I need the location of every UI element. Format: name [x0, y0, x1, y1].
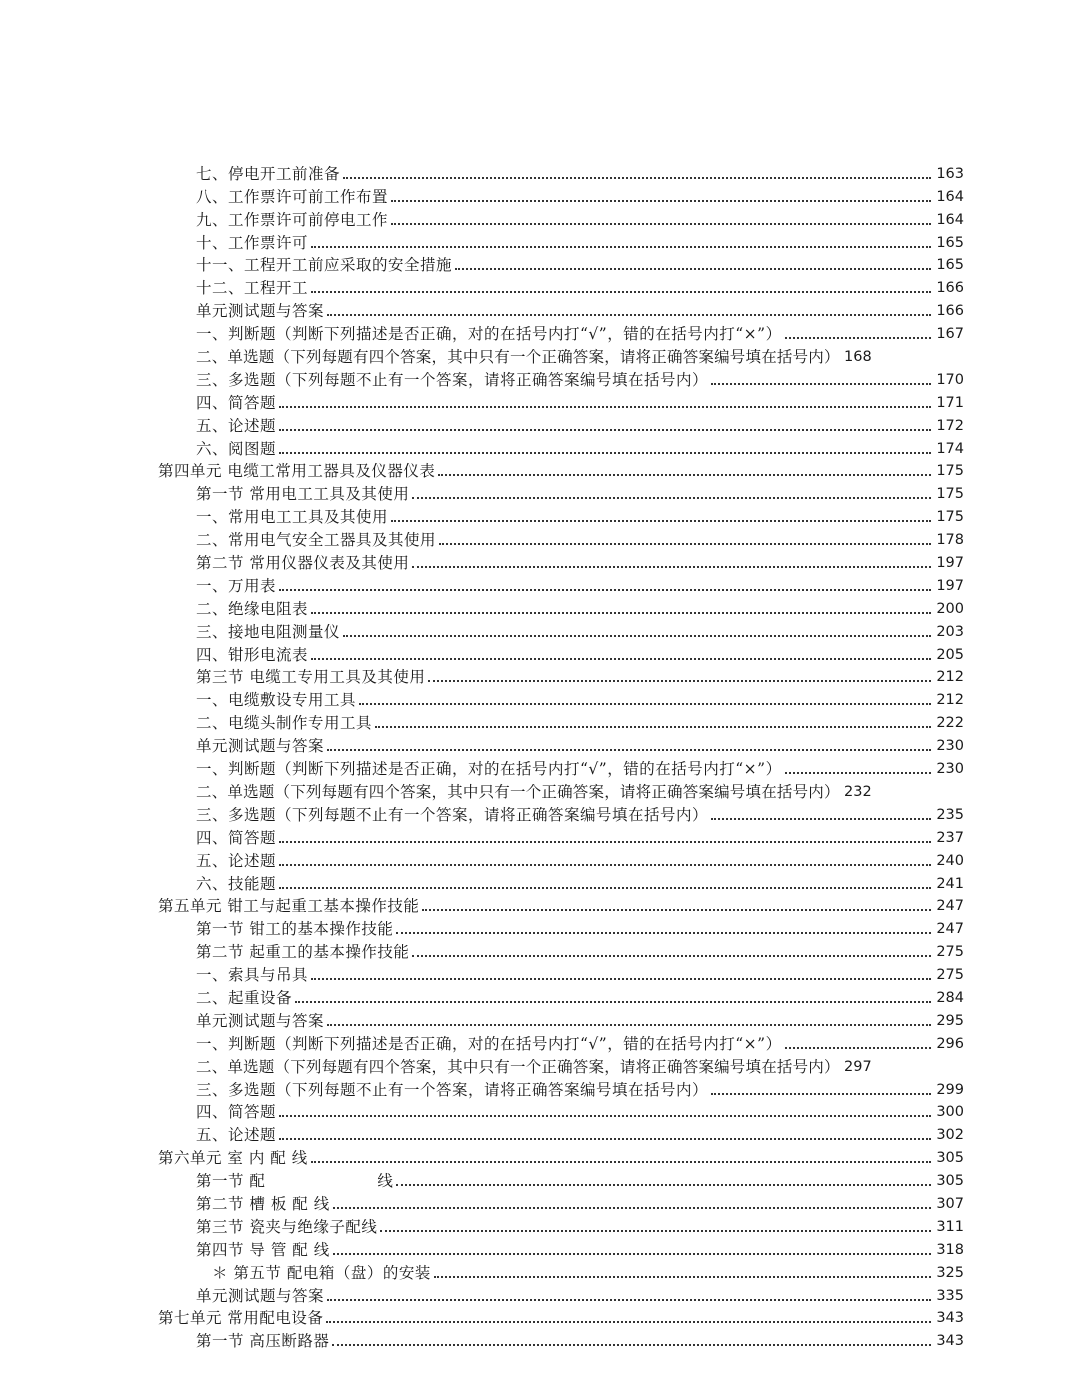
- toc-entry-page-number: 197: [936, 577, 964, 594]
- toc-entry-title: 五、论述题: [196, 416, 277, 435]
- dot-leader: [327, 1024, 931, 1026]
- toc-entry-page-number: 166: [936, 303, 964, 320]
- toc-entry-page-number: 197: [936, 555, 964, 572]
- dot-leader: [327, 1299, 931, 1301]
- toc-entry[interactable]: [0, 1121, 1080, 1144]
- dot-leader: [333, 1207, 931, 1209]
- toc-entry-page-number: 300: [936, 1104, 964, 1121]
- toc-entry[interactable]: [0, 526, 1080, 549]
- toc-entry[interactable]: [0, 1076, 1080, 1099]
- toc-entry-page-number: 296: [936, 1035, 964, 1052]
- dot-leader: [359, 703, 931, 705]
- toc-entry[interactable]: [0, 1282, 1080, 1305]
- toc-entry-title: 第二节 槽 板 配 线: [196, 1194, 330, 1213]
- toc-entry-title: 四、简答题: [196, 1103, 277, 1122]
- toc-entry-page-number: 163: [936, 165, 964, 182]
- toc-entry-title: 三、接地电阻测量仪: [196, 622, 341, 641]
- toc-entry-page-number: 307: [936, 1195, 964, 1212]
- toc-entry-page-number: 237: [936, 829, 964, 846]
- toc-entry[interactable]: [0, 641, 1080, 664]
- toc-entry-page-number: 175: [936, 463, 964, 480]
- toc-entry-title: 单元测试题与答案: [196, 1011, 325, 1030]
- toc-entry-page-number: 235: [936, 806, 964, 823]
- toc-entry-title: 第六单元 室 内 配 线: [158, 1149, 308, 1168]
- dot-leader: [412, 566, 931, 568]
- toc-entry[interactable]: [0, 549, 1080, 572]
- dot-leader: [279, 887, 931, 889]
- toc-entry-title: 第四节 导 管 配 线: [196, 1240, 330, 1259]
- toc-entry[interactable]: [0, 732, 1080, 755]
- toc-entry[interactable]: [0, 435, 1080, 458]
- toc-entry-title: 四、钳形电流表: [196, 645, 309, 664]
- toc-entry[interactable]: [0, 938, 1080, 961]
- toc-entry[interactable]: [0, 1236, 1080, 1259]
- toc-entry-title: 二、单选题（下列每题有四个答案，其中只有一个正确答案，请将正确答案编号填在括号内）: [196, 348, 840, 367]
- toc-entry-title: 第二节 起重工的基本操作技能: [196, 943, 410, 962]
- toc-entry-title: 第一节 常用电工工具及其使用: [196, 485, 410, 504]
- toc-entry-page-number: 232: [844, 783, 872, 800]
- toc-entry[interactable]: [0, 595, 1080, 618]
- toc-entry-title: 第五单元 钳工与起重工基本操作技能: [158, 897, 420, 916]
- toc-entry-title: 二、单选题（下列每题有四个答案，其中只有一个正确答案，请将正确答案编号填在括号内）: [196, 782, 840, 801]
- dot-leader: [279, 589, 931, 591]
- dot-leader: [785, 1047, 931, 1049]
- toc-entry-title: 第二节 常用仪器仪表及其使用: [196, 554, 410, 573]
- toc-entry-page-number: 241: [936, 875, 964, 892]
- toc-entry-title: 一、万用表: [196, 576, 277, 595]
- toc-entry-page-number: 222: [936, 715, 964, 732]
- toc-entry[interactable]: [0, 183, 1080, 206]
- dot-leader: [343, 635, 931, 637]
- toc-entry[interactable]: [0, 709, 1080, 732]
- toc-entry[interactable]: [0, 1190, 1080, 1213]
- dot-leader: [279, 841, 931, 843]
- dot-leader: [295, 1001, 931, 1003]
- toc-entry-title: 单元测试题与答案: [196, 302, 325, 321]
- dot-leader: [311, 291, 931, 293]
- toc-entry[interactable]: [0, 480, 1080, 503]
- toc-entry[interactable]: [0, 1213, 1080, 1236]
- toc-entry-page-number: 164: [936, 188, 964, 205]
- toc-entry-page-number: 205: [936, 646, 964, 663]
- toc-entry[interactable]: [0, 1099, 1080, 1122]
- toc-entry[interactable]: [0, 664, 1080, 687]
- dot-leader: [311, 658, 931, 660]
- dot-leader: [375, 726, 931, 728]
- toc-entry-title: 四、简答题: [196, 828, 277, 847]
- dot-leader: [311, 1161, 931, 1163]
- toc-entry-page-number: 165: [936, 234, 964, 251]
- toc-entry-page-number: 230: [936, 738, 964, 755]
- dot-leader: [412, 955, 931, 957]
- dot-leader: [343, 177, 931, 179]
- toc-entry-page-number: 299: [936, 1081, 964, 1098]
- dot-leader: [396, 932, 931, 934]
- toc-entry-page-number: 284: [936, 989, 964, 1006]
- dot-leader: [327, 749, 931, 751]
- toc-entry-title: 一、判断题（判断下列描述是否正确，对的在括号内打“√”，错的在括号内打“×”）: [196, 1034, 782, 1053]
- toc-entry-title: 二、电缆头制作专用工具: [196, 714, 373, 733]
- toc-entry-title: 十二、工程开工: [196, 279, 309, 298]
- toc-entry-page-number: 174: [936, 440, 964, 457]
- dot-leader: [412, 497, 931, 499]
- toc-entry-title: 第一节 高压断路器: [196, 1332, 330, 1351]
- dot-leader: [434, 1276, 931, 1278]
- dot-leader: [279, 452, 931, 454]
- toc-entry[interactable]: [0, 618, 1080, 641]
- toc-entry-page-number: 166: [936, 280, 964, 297]
- dot-leader: [785, 772, 931, 774]
- toc-entry-title: 二、绝缘电阻表: [196, 599, 309, 618]
- toc-entry-page-number: 247: [936, 898, 964, 915]
- toc-entry-page-number: 318: [936, 1241, 964, 1258]
- dot-leader: [332, 1344, 931, 1346]
- toc-entry[interactable]: [0, 229, 1080, 252]
- dot-leader: [333, 1253, 931, 1255]
- toc-entry[interactable]: [0, 572, 1080, 595]
- dot-leader: [785, 337, 931, 339]
- toc-entry-title: 五、论述题: [196, 1126, 277, 1145]
- dot-leader: [396, 1184, 931, 1186]
- toc-entry[interactable]: [0, 847, 1080, 870]
- dot-leader: [326, 1321, 931, 1323]
- toc-entry-title: 第三节 瓷夹与绝缘子配线: [196, 1217, 378, 1236]
- toc-entry-title: 八、工作票许可前工作布置: [196, 187, 389, 206]
- dot-leader: [711, 383, 931, 385]
- toc-entry[interactable]: [0, 755, 1080, 778]
- dot-leader: [380, 1230, 931, 1232]
- toc-entry[interactable]: [0, 366, 1080, 389]
- toc-entry-page-number: 170: [936, 371, 964, 388]
- toc-entry[interactable]: [0, 801, 1080, 824]
- toc-entry-page-number: 200: [936, 600, 964, 617]
- toc-entry[interactable]: [0, 1007, 1080, 1030]
- toc-entry[interactable]: [0, 458, 1080, 481]
- toc-entry-title: 第三节 电缆工专用工具及其使用: [196, 668, 426, 687]
- toc-entry-page-number: 240: [936, 852, 964, 869]
- toc-entry-title: 一、判断题（判断下列描述是否正确，对的在括号内打“√”，错的在括号内打“×”）: [196, 325, 782, 344]
- dot-leader: [391, 223, 931, 225]
- toc-entry[interactable]: [0, 984, 1080, 1007]
- toc-entry[interactable]: [0, 297, 1080, 320]
- toc-entry[interactable]: [0, 206, 1080, 229]
- dot-leader: [279, 1138, 931, 1140]
- toc-entry-title: 第一节 配 线: [196, 1172, 394, 1191]
- toc-entry[interactable]: [0, 343, 1080, 366]
- toc-entry[interactable]: [0, 778, 1080, 801]
- toc-entry-page-number: 275: [936, 944, 964, 961]
- toc-entry-title: 二、常用电气安全工器具及其使用: [196, 531, 437, 550]
- toc-entry-page-number: 335: [936, 1287, 964, 1304]
- toc-entry[interactable]: [0, 686, 1080, 709]
- dot-leader: [279, 406, 931, 408]
- toc-entry-title: 第七单元 常用配电设备: [158, 1309, 324, 1328]
- toc-entry-title: 第四单元 电缆工常用工器具及仪器仪表: [158, 462, 436, 481]
- toc-entry-title: ＊ 第五节 配电箱（盘）的安装: [196, 1263, 431, 1282]
- toc-entry-title: 二、起重设备: [196, 988, 293, 1007]
- toc-entry-page-number: 295: [936, 1012, 964, 1029]
- toc-entry-title: 一、索具与吊具: [196, 966, 309, 985]
- toc-entry[interactable]: [0, 915, 1080, 938]
- toc-entry-page-number: 203: [936, 623, 964, 640]
- toc-entry-page-number: 311: [936, 1218, 964, 1235]
- dot-leader: [711, 818, 931, 820]
- toc-entry-page-number: 212: [936, 692, 964, 709]
- toc-entry[interactable]: [0, 412, 1080, 435]
- toc-entry-title: 三、多选题（下列每题不止有一个答案，请将正确答案编号填在括号内）: [196, 1080, 709, 1099]
- toc-entry-title: 一、电缆敷设专用工具: [196, 691, 357, 710]
- toc-entry-title: 一、常用电工工具及其使用: [196, 508, 389, 527]
- dot-leader: [438, 474, 931, 476]
- toc-entry-page-number: 175: [936, 486, 964, 503]
- toc-entry-title: 三、多选题（下列每题不止有一个答案，请将正确答案编号填在括号内）: [196, 370, 709, 389]
- toc-entry-title: 单元测试题与答案: [196, 1286, 325, 1305]
- toc-entry-page-number: 171: [936, 394, 964, 411]
- table-of-contents: [0, 160, 1080, 1350]
- toc-entry-title: 六、技能题: [196, 874, 277, 893]
- toc-entry-title: 二、单选题（下列每题有四个答案，其中只有一个正确答案，请将正确答案编号填在括号内）: [196, 1057, 840, 1076]
- toc-entry-page-number: 305: [936, 1173, 964, 1190]
- toc-entry-page-number: 230: [936, 761, 964, 778]
- toc-entry-title: 三、多选题（下列每题不止有一个答案，请将正确答案编号填在括号内）: [196, 805, 709, 824]
- toc-entry-page-number: 165: [936, 257, 964, 274]
- toc-entry-page-number: 297: [844, 1058, 872, 1075]
- toc-entry[interactable]: [0, 274, 1080, 297]
- toc-entry[interactable]: [0, 824, 1080, 847]
- toc-entry[interactable]: [0, 1167, 1080, 1190]
- dot-leader: [311, 612, 931, 614]
- toc-entry[interactable]: [0, 1053, 1080, 1076]
- toc-entry[interactable]: [0, 1259, 1080, 1282]
- toc-entry-title: 第一节 钳工的基本操作技能: [196, 920, 394, 939]
- dot-leader: [279, 1115, 931, 1117]
- toc-entry-title: 九、工作票许可前停电工作: [196, 210, 389, 229]
- toc-entry[interactable]: [0, 252, 1080, 275]
- dot-leader: [455, 268, 931, 270]
- toc-entry[interactable]: [0, 1327, 1080, 1350]
- toc-entry-page-number: 172: [936, 417, 964, 434]
- dot-leader: [428, 680, 931, 682]
- toc-entry[interactable]: [0, 870, 1080, 893]
- toc-entry-title: 五、论述题: [196, 851, 277, 870]
- toc-entry-title: 六、阅图题: [196, 439, 277, 458]
- toc-entry-title: 十、工作票许可: [196, 233, 309, 252]
- toc-entry-title: 十一、工程开工前应采取的安全措施: [196, 256, 453, 275]
- toc-entry[interactable]: [0, 893, 1080, 916]
- toc-entry-page-number: 175: [936, 509, 964, 526]
- toc-entry-page-number: 325: [936, 1264, 964, 1281]
- toc-entry-page-number: 164: [936, 211, 964, 228]
- toc-entry-title: 四、简答题: [196, 393, 277, 412]
- dot-leader: [711, 1093, 931, 1095]
- dot-leader: [439, 543, 931, 545]
- dot-leader: [327, 314, 931, 316]
- dot-leader: [391, 520, 931, 522]
- toc-entry-page-number: 302: [936, 1127, 964, 1144]
- toc-entry-page-number: 305: [936, 1150, 964, 1167]
- toc-entry-page-number: 178: [936, 532, 964, 549]
- toc-entry-title: 一、判断题（判断下列描述是否正确，对的在括号内打“√”，错的在括号内打“×”）: [196, 760, 782, 779]
- toc-entry-title: 单元测试题与答案: [196, 737, 325, 756]
- toc-entry-page-number: 212: [936, 669, 964, 686]
- toc-entry-page-number: 343: [936, 1310, 964, 1327]
- dot-leader: [279, 864, 931, 866]
- toc-entry[interactable]: [0, 961, 1080, 984]
- dot-leader: [279, 429, 931, 431]
- toc-entry-page-number: 275: [936, 967, 964, 984]
- dot-leader: [311, 978, 931, 980]
- toc-entry[interactable]: [0, 1144, 1080, 1167]
- toc-entry-page-number: 168: [844, 349, 872, 366]
- toc-entry-page-number: 167: [936, 326, 964, 343]
- toc-entry-title: 七、停电开工前准备: [196, 164, 341, 183]
- dot-leader: [422, 909, 931, 911]
- toc-entry[interactable]: [0, 1030, 1080, 1053]
- toc-entry[interactable]: [0, 320, 1080, 343]
- toc-entry-page-number: 343: [936, 1333, 964, 1350]
- toc-entry[interactable]: [0, 503, 1080, 526]
- dot-leader: [311, 246, 931, 248]
- toc-entry[interactable]: [0, 389, 1080, 412]
- dot-leader: [391, 200, 931, 202]
- toc-entry[interactable]: [0, 160, 1080, 183]
- toc-entry[interactable]: [0, 1305, 1080, 1328]
- toc-entry-page-number: 247: [936, 921, 964, 938]
